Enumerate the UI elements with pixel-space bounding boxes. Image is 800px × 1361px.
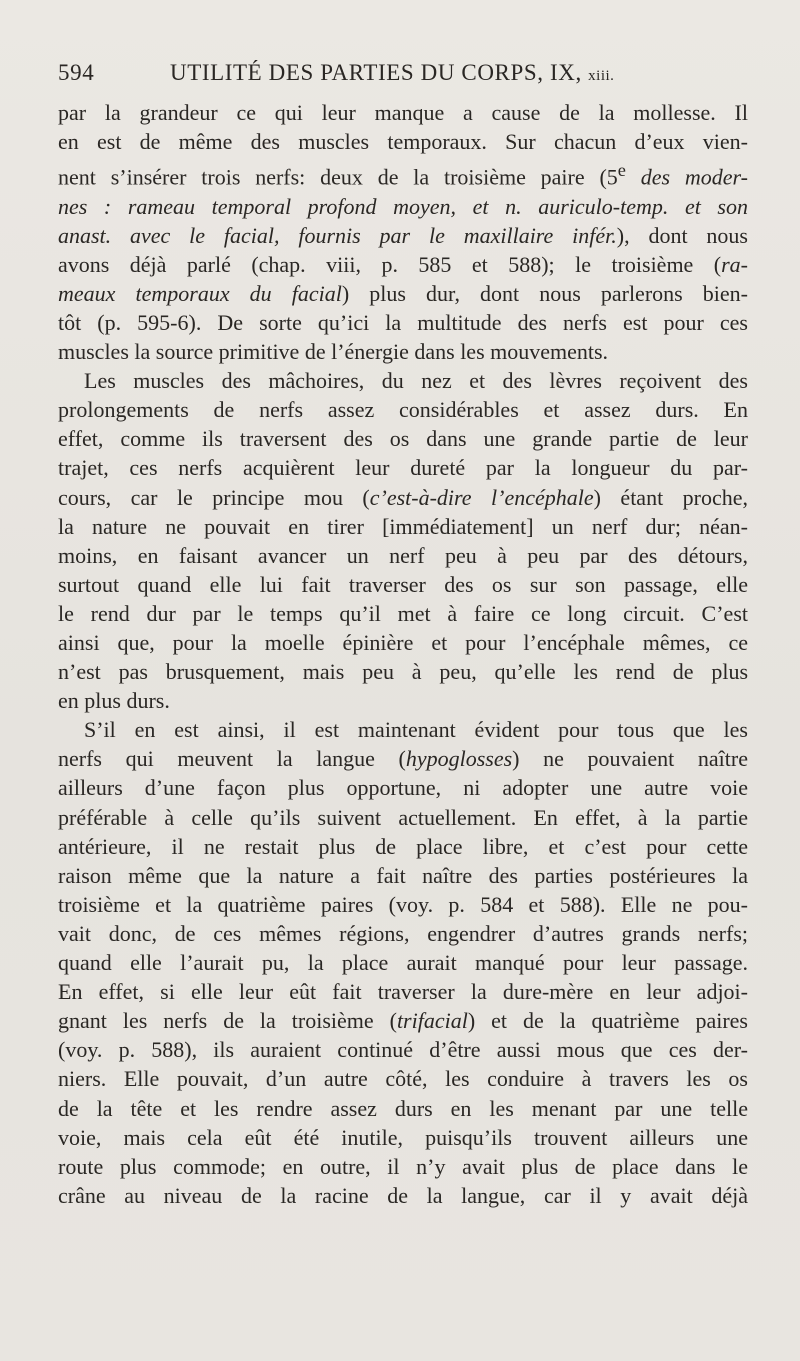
text-line: En effet, si elle leur eût fait traverser la dure-mère en leur adjoi-: [58, 979, 748, 1005]
page-header: [58, 60, 748, 90]
text-line: en est de même des muscles temporaux. Sur chacun d’eux vien-: [58, 129, 748, 155]
text-line: ailleurs d’une façon plus opportune, ni adopter une autre voie: [58, 775, 748, 801]
running-title-text: UTILITÉ DES PARTIES DU CORPS, IX,: [170, 60, 582, 85]
text-line: préférable à celle qu’ils suivent actuellement. En effet, à la partie: [58, 804, 748, 830]
text-line: route plus commode; en outre, il n’y avait plus de place dans le: [58, 1153, 748, 1179]
text-line: muscles la source primitive de l’énergie dans les mouvements.: [58, 339, 609, 365]
text-line: tôt (p. 595-6). De sorte qu’ici la multitude des nerfs est pour ces: [58, 309, 748, 335]
text-line: la nature ne pouvait en tirer [immédiatement] un nerf dur; néan-: [58, 513, 748, 539]
text-line: meaux temporaux du facial) plus dur, dont nous parlerons bien-: [58, 280, 748, 306]
text-line: nes : rameau temporal profond moyen, et n. auriculo-temp. et son: [58, 193, 748, 219]
text-line: (voy. p. 588), ils auraient continué d’être aussi mous que ces der-: [58, 1037, 748, 1063]
text-line: effet, comme ils traversent des os dans une grande partie de leur: [58, 426, 748, 452]
text-line: n’est pas brusquement, mais peu à peu, qu’elle les rend de plus: [58, 659, 748, 685]
text-line: vait donc, de ces mêmes régions, engendrer d’autres grands nerfs;: [58, 920, 748, 946]
body-text: [58, 98, 748, 1210]
text-line: trajet, ces nerfs acquièrent leur dureté par la longueur du par-: [58, 455, 748, 481]
page-number: 594: [58, 60, 95, 85]
text-line: crâne au niveau de la racine de la langue, car il y avait déjà: [58, 1182, 748, 1208]
text-line: troisième et la quatrième paires (voy. p. 584 et 588). Elle ne pou-: [58, 891, 748, 917]
text-line: anast. avec le facial, fournis par le maxillaire infér.), dont nous: [58, 222, 748, 248]
text-line: nerfs qui meuvent la langue (hypoglosses) ne pouvaient naître: [58, 746, 748, 772]
text-line: S’il en est ainsi, il est maintenant évident pour tous que les: [84, 717, 748, 743]
text-line: prolongements de nerfs assez considérables et assez durs. En: [58, 397, 748, 423]
text-line: Les muscles des mâchoires, du nez et des lèvres reçoivent des: [84, 368, 748, 394]
text-line: surtout quand elle lui fait traverser des os sur son passage, elle: [58, 571, 748, 597]
text-line: moins, en faisant avancer un nerf peu à peu par des détours,: [58, 542, 748, 568]
text-line: voie, mais cela eût été inutile, puisqu’ils trouvent ailleurs une: [58, 1124, 748, 1150]
running-title: [170, 60, 614, 86]
text-line: avons déjà parlé (chap. viii, p. 585 et 588); le troisième (ra-: [58, 251, 748, 277]
text-line: le rend dur par le temps qu’il met à faire ce long circuit. C’est: [58, 600, 748, 626]
text-line: en plus durs.: [58, 688, 170, 714]
text-line: quand elle l’aurait pu, la place aurait manqué pour leur passage.: [58, 950, 748, 976]
text-line: de la tête et les rendre assez durs en les menant par une telle: [58, 1095, 748, 1121]
text-line: par la grandeur ce qui leur manque a cause de la mollesse. Il: [58, 100, 748, 125]
text-line: nent s’insérer trois nerfs: deux de la troisième paire (5e des moder-: [58, 160, 748, 190]
text-line: ainsi que, pour la moelle épinière et pour l’encéphale mêmes, ce: [58, 630, 748, 656]
text-line: antérieure, il ne restait plus de place libre, et c’est pour cette: [58, 833, 748, 859]
chapter-label: xiii.: [588, 68, 615, 84]
text-line: gnant les nerfs de la troisième (trifacial) et de la quatrième paires: [58, 1008, 748, 1034]
text-line: cours, car le principe mou (c’est-à-dire l’encéphale) étant proche,: [58, 484, 749, 510]
text-line: raison même que la nature a fait naître des parties postérieures la: [58, 862, 748, 888]
text-line: niers. Elle pouvait, d’un autre côté, les conduire à travers les os: [58, 1066, 748, 1092]
